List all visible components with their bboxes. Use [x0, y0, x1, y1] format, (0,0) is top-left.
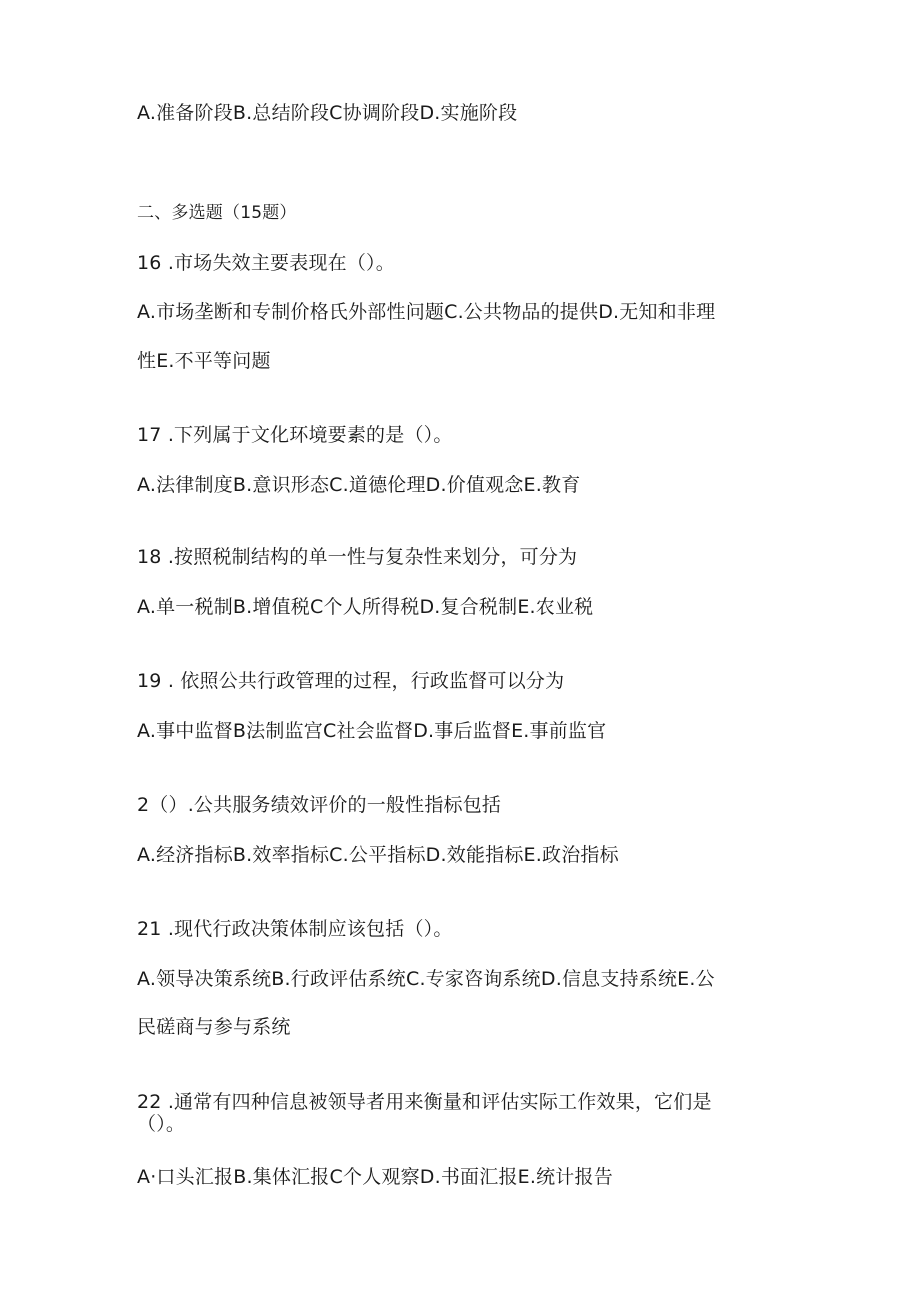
q22-question-line-2: （）。	[137, 1113, 186, 1135]
q20-question: 2（）.公共服务绩效评价的一般性指标包括	[137, 794, 502, 816]
q22-question-line-1: 22 .通常有四种信息被领导者用来衡量和评估实际工作效果，它们是	[137, 1091, 712, 1113]
q16-options-line-1: A.市场垄断和专制价格氏外部性问题C.公共物品的提供D.无知和非理	[137, 301, 716, 323]
q15-options: A.准备阶段B.总结阶段C协调阶段D.实施阶段	[137, 102, 518, 124]
q21-options-line-2: 民磋商与参与系统	[137, 1016, 291, 1038]
q19-options: A.事中监督B法制监宫C社会监督D.事后监督E.事前监官	[137, 720, 607, 742]
q20-options: A.经济指标B.效率指标C.公平指标D.效能指标E.政治指标	[137, 844, 619, 866]
q17-options: A.法律制度B.意识形态C.道德伦理D.价值观念E.教育	[137, 474, 581, 496]
q18-question: 18 .按照税制结构的单一性与复杂性来划分，可分为	[137, 546, 578, 568]
q16-options-line-2: 性E.不平等问题	[137, 350, 271, 372]
q16-question: 16 .市场失效主要表现在（）。	[137, 252, 395, 274]
section-heading-multiple-choice: 二、多选题（15题）	[137, 203, 297, 223]
q19-question: 19 . 依照公共行政管理的过程，行政监督可以分为	[137, 670, 565, 692]
q21-question: 21 .现代行政决策体制应该包括（）。	[137, 918, 453, 940]
q18-options: A.单一税制B.增值税C个人所得税D.复合税制E.农业税	[137, 596, 594, 618]
q21-options-line-1: A.领导决策系统B.行政评估系统C.专家咨询系统D.信息支持系统E.公	[137, 968, 715, 990]
q17-question: 17 .下列属于文化环境要素的是（）。	[137, 424, 453, 446]
q22-options: A·口头汇报B.集体汇报C个人观察D.书面汇报E.统计报告	[137, 1166, 613, 1188]
